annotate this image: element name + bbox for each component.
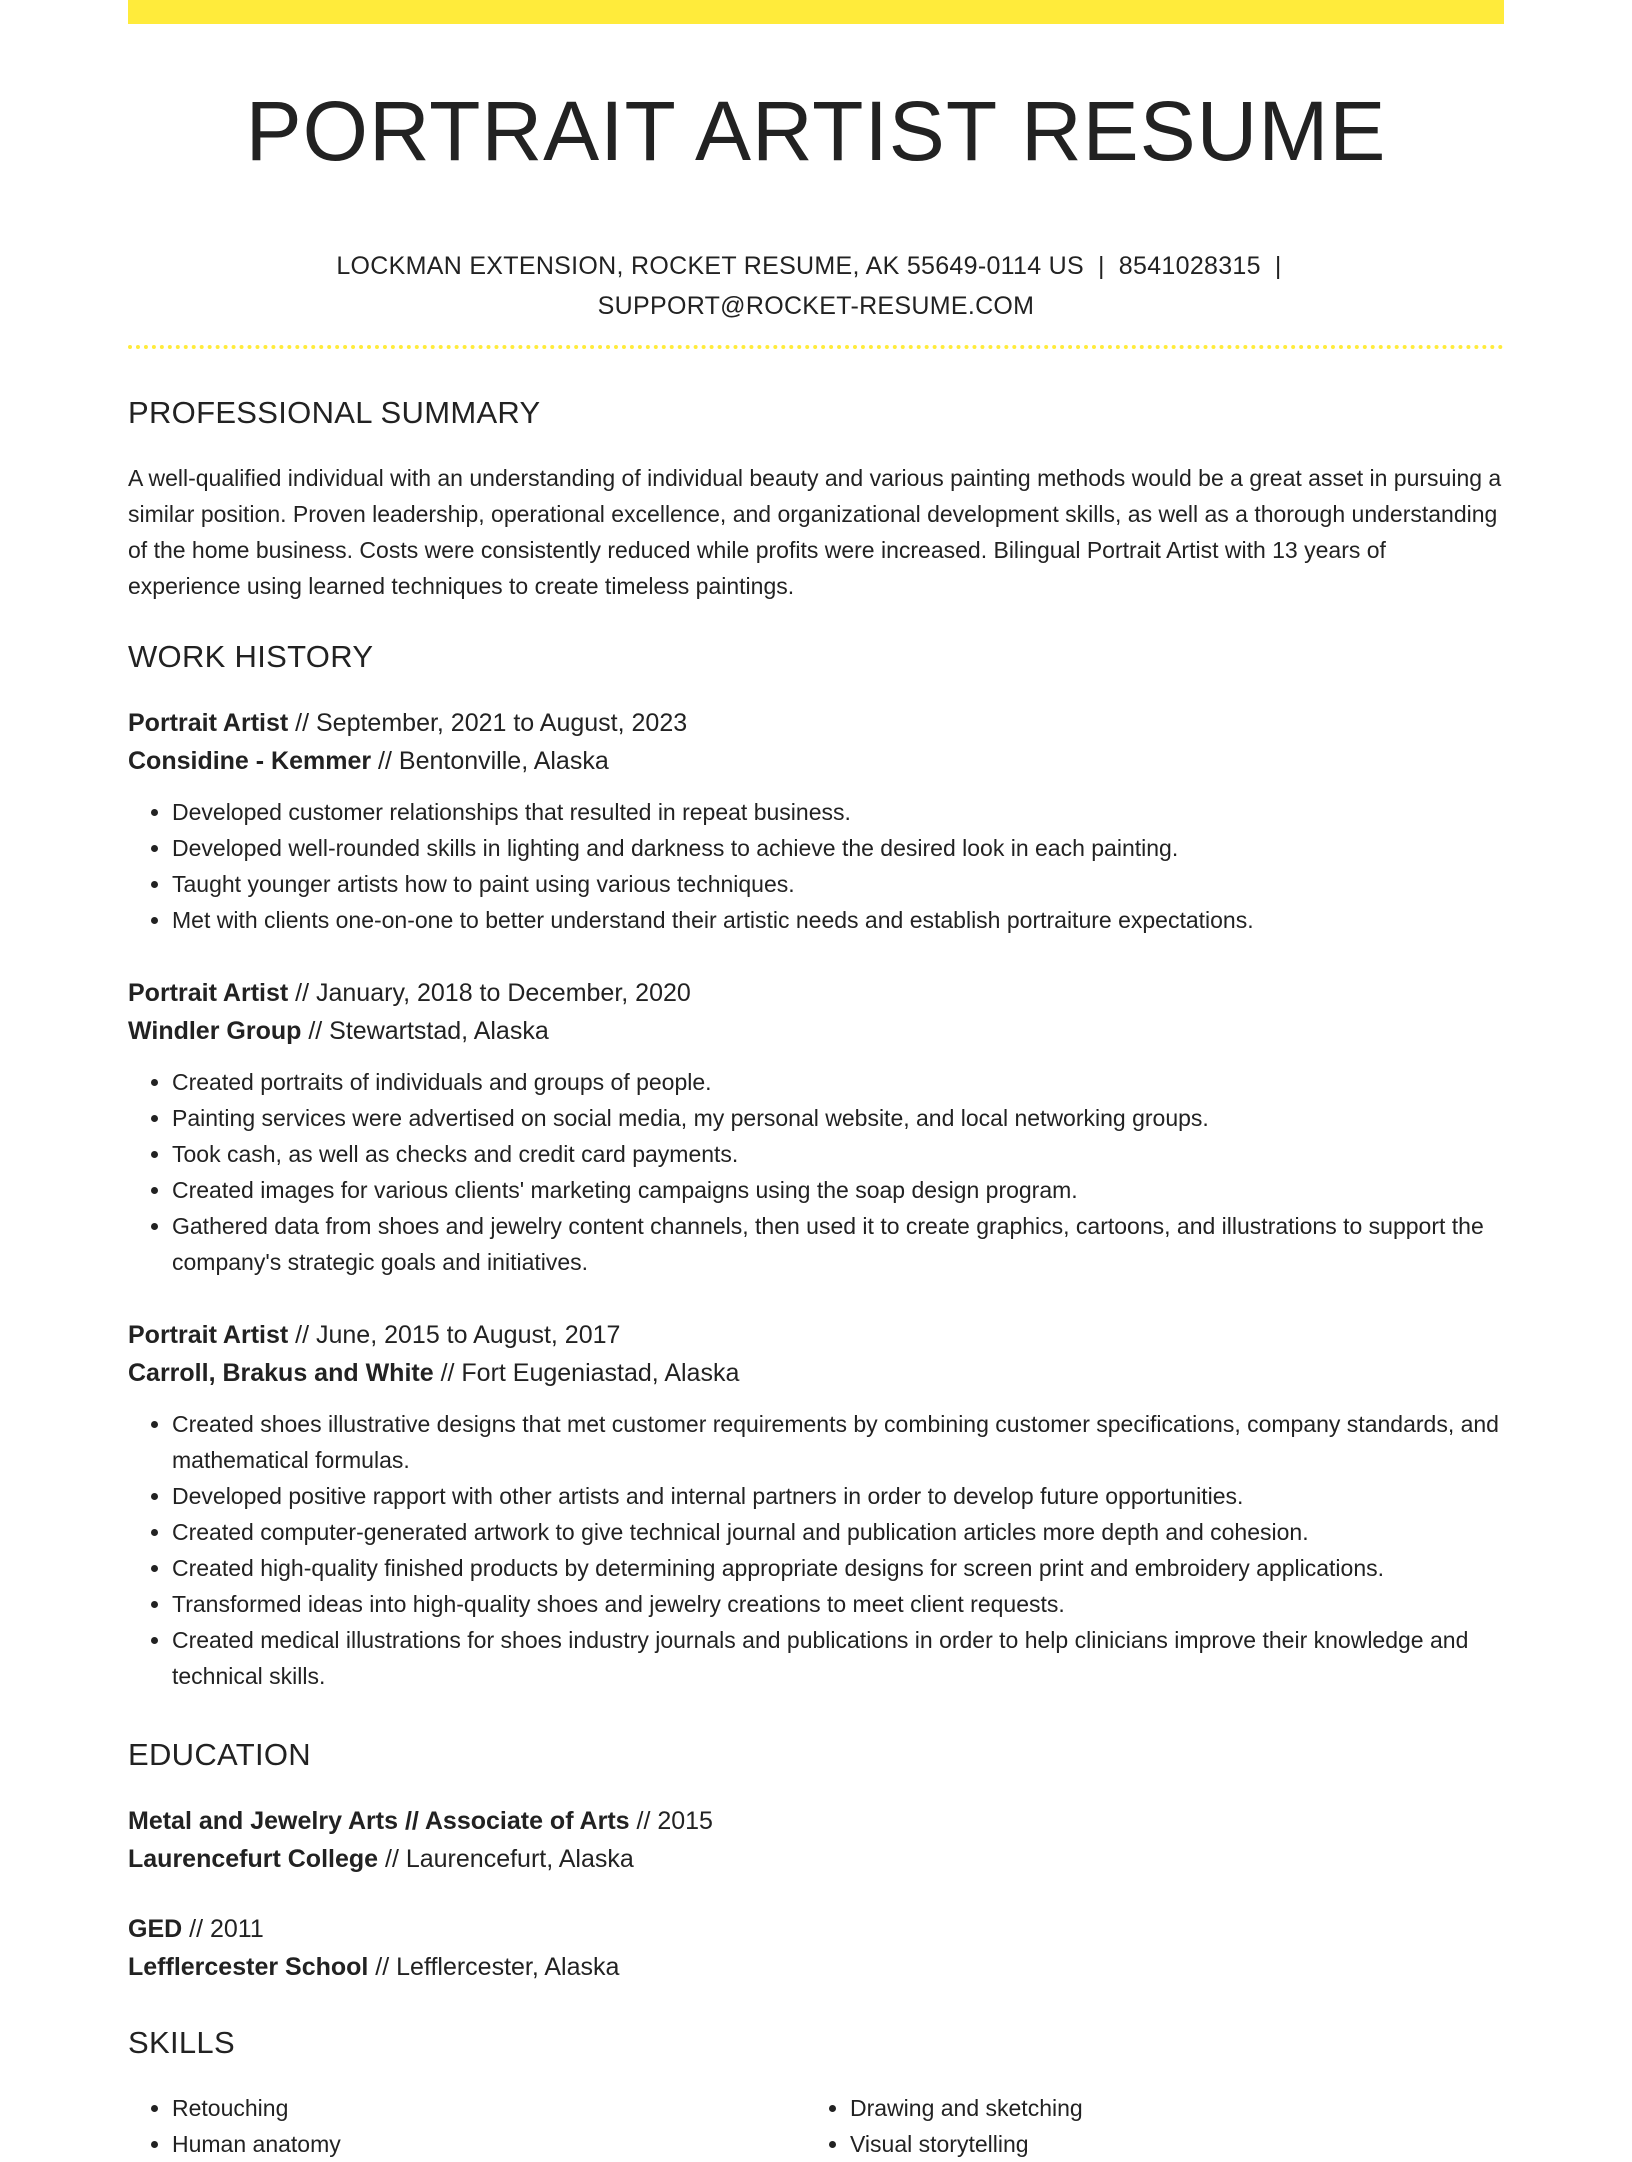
job-dates: // January, 2018 to December, 2020 [288,979,691,1007]
skills-section [128,2018,1504,2162]
job-bullet: • Developed well-rounded skills in lighting and darkness to achieve the desired look in each painting. [172,830,1504,866]
job-entry [128,704,1504,938]
job-bullet: • Met with clients one-on-one to better understand their artistic needs and establish portraiture expectations. [172,902,1504,938]
job-company-line [128,742,1504,780]
skills-column-left [128,2090,806,2162]
job-bullet: • Gathered data from shoes and jewelry content channels, then used it to create graphics, cartoons, and illustrations to support the company's strategic goals and initiatives. [172,1208,1504,1280]
skills-grid [128,2090,1504,2162]
job-company-line [128,1012,1504,1050]
job-dates: // September, 2021 to August, 2023 [288,709,688,737]
skills-column-right [806,2090,1484,2162]
job-role: Portrait Artist [128,1321,289,1349]
job-bullet: • Created computer-generated artwork to give technical journal and publication articles more depth and cohesion. [172,1514,1504,1550]
job-company-line [128,1354,1504,1392]
education-location: // Lefflercester, Alaska [368,1953,620,1981]
job-bullet: • Transformed ideas into high-quality shoes and jewelry creations to meet client requests. [172,1586,1504,1622]
resume-title: PORTRAIT ARTIST RESUME [245,84,1387,178]
job-company: Windler Group [128,1017,302,1045]
resume-header [128,76,1504,326]
education-entry [128,1910,1504,1986]
job-role: Portrait Artist [128,979,289,1007]
job-role-line [128,1316,1504,1354]
job-role-line [128,974,1504,1012]
education-school: Lefflercester School [128,1953,369,1981]
job-entry [128,974,1504,1280]
job-role: Portrait Artist [128,709,289,737]
job-bullet: • Taught younger artists how to paint using various techniques. [172,866,1504,902]
job-bullet: • Developed customer relationships that resulted in repeat business. [172,794,1504,830]
job-company: Considine - Kemmer [128,747,372,775]
education-school-line [128,1840,1504,1878]
job-entry [128,1316,1504,1694]
job-bullets [128,1064,1504,1280]
education-title: EDUCATION [128,1737,311,1772]
resume-content [128,388,1504,2162]
education-location: // Laurencefurt, Alaska [378,1845,634,1873]
job-bullet: • Painting services were advertised on social media, my personal website, and local networking groups. [172,1100,1504,1136]
skill-item: • Retouching [172,2090,806,2126]
job-bullet: • Created high-quality finished products by determining appropriate designs for screen print and embroidery applications. [172,1550,1504,1586]
skill-item: • Visual storytelling [850,2126,1484,2162]
job-bullet: • Created portraits of individuals and groups of people. [172,1064,1504,1100]
contact-info [128,246,1504,326]
job-bullet: • Developed positive rapport with other artists and internal partners in order to develop future opportunities. [172,1478,1504,1514]
job-dates: // June, 2015 to August, 2017 [288,1321,621,1349]
accent-top-bar [128,0,1504,24]
contact-email: SUPPORT@ROCKET-RESUME.COM [597,292,1035,320]
work-history-section [128,632,1504,1694]
job-bullet: • Created shoes illustrative designs that met customer requirements by combining customer specifications, company standards, and mathematical formulas. [172,1406,1504,1478]
job-location: // Fort Eugeniastad, Alaska [433,1359,740,1387]
skill-item: • Drawing and sketching [850,2090,1484,2126]
education-school-line [128,1948,1504,1986]
skill-item: • Human anatomy [172,2126,806,2162]
skills-list [128,2090,806,2162]
job-company: Carroll, Brakus and White [128,1359,434,1387]
summary-section [128,388,1504,604]
education-degree-line [128,1910,1504,1948]
education-year: // 2015 [629,1807,713,1835]
job-bullets [128,794,1504,938]
job-bullets [128,1406,1504,1694]
summary-text: A well-qualified individual with an understanding of individual beauty and various painting methods would be a great asset in pursuing a similar position. Proven leadership, operational excellence, and organizational development skills, as well as a thorough understanding of the home business. Costs were consistently reduced while profits were increased. Bilingual Portrait Artist with 13 years of experience using learned techniques to create timeless paintings. [128,465,1502,599]
contact-phone: 8541028315 [1118,252,1261,280]
education-degree: GED [128,1915,183,1943]
education-entry [128,1802,1504,1878]
education-section [128,1730,1504,1986]
contact-separator: | [1098,252,1105,280]
education-school: Laurencefurt College [128,1845,379,1873]
job-role-line [128,704,1504,742]
job-bullet: • Created images for various clients' marketing campaigns using the soap design program. [172,1172,1504,1208]
contact-address: LOCKMAN EXTENSION, ROCKET RESUME, AK 55649-0114 US [336,252,1084,280]
education-degree-line [128,1802,1504,1840]
dotted-divider [128,345,1504,349]
skills-title: SKILLS [128,2025,235,2060]
contact-separator: | [1274,252,1282,280]
summary-title: PROFESSIONAL SUMMARY [128,395,541,430]
skills-list [806,2090,1484,2162]
job-location: // Stewartstad, Alaska [301,1017,549,1045]
job-bullet: • Took cash, as well as checks and credit card payments. [172,1136,1504,1172]
job-bullet: • Created medical illustrations for shoes industry journals and publications in order to help clinicians improve their knowledge and technical skills. [172,1622,1504,1694]
work-history-title: WORK HISTORY [128,639,374,674]
education-year: // 2011 [182,1915,264,1943]
job-location: // Bentonville, Alaska [371,747,609,775]
education-degree: Metal and Jewelry Arts // Associate of Arts [128,1807,630,1835]
